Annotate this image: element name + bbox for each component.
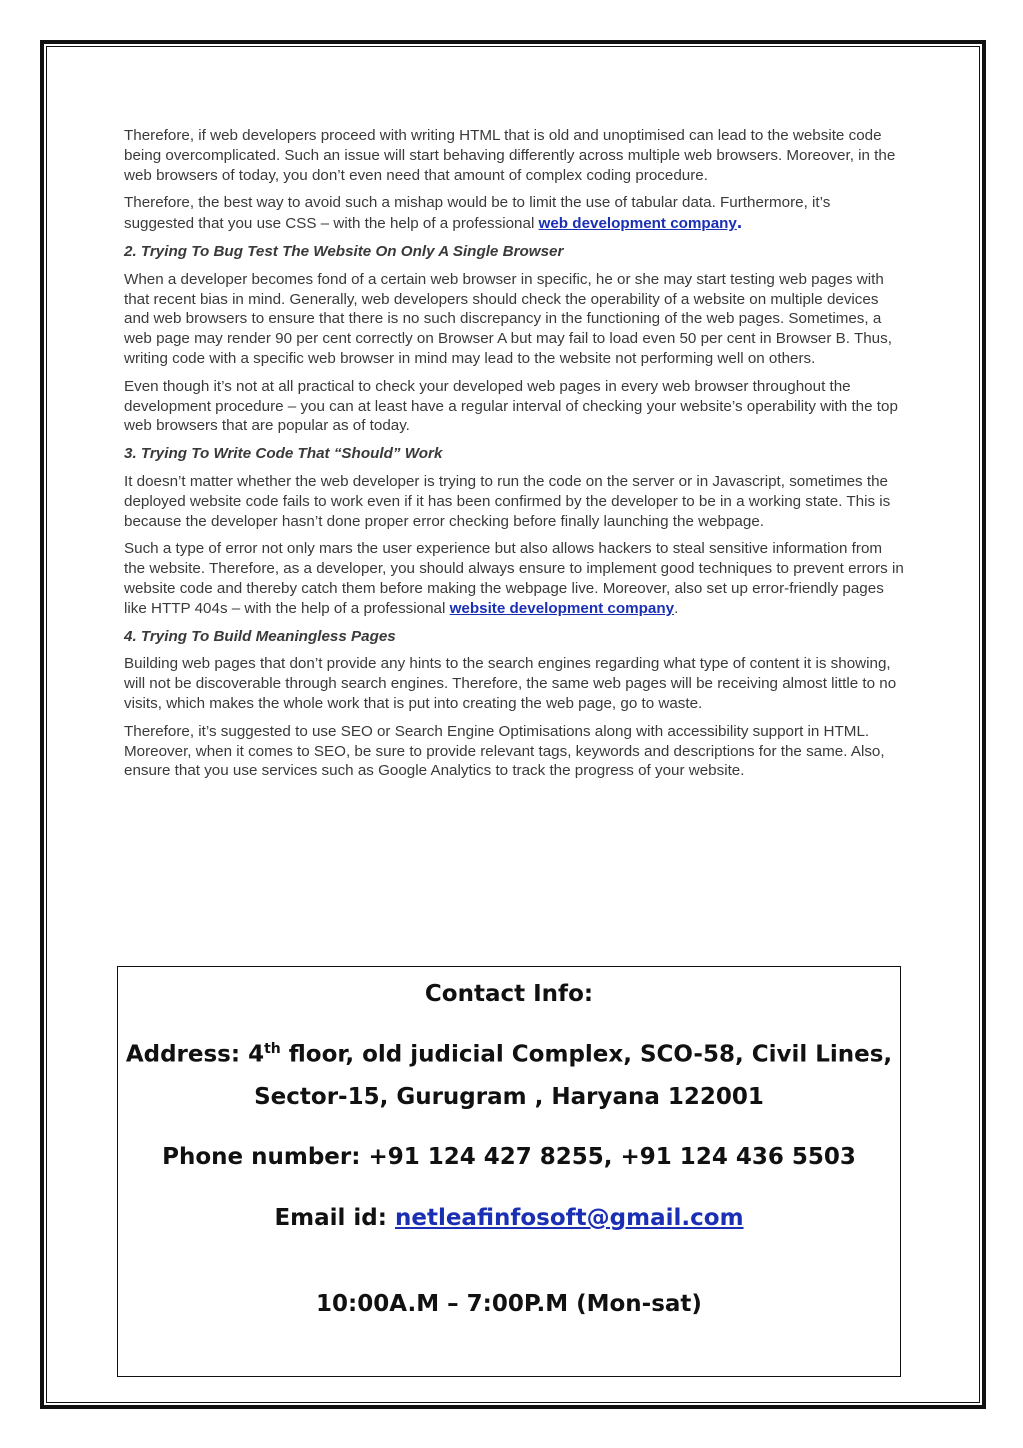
contact-address-line2: Sector-15, Gurugram , Haryana 122001	[254, 1084, 764, 1110]
paragraph: It doesn’t matter whether the web developer is trying to run the code on the server or in Javascript, sometimes the deployed website code fails to work even if it has been confirmed by the developer to be in a working state. This is because the developer hasn’t done proper error checking before finally launching the webpage.	[124, 472, 891, 530]
paragraph-end: .	[674, 599, 679, 617]
contact-info-box	[117, 966, 901, 1377]
contact-hours: 10:00A.M – 7:00P.M (Mon-sat)	[316, 1291, 702, 1317]
section-heading: 3. Trying To Write Code That “Should” Work	[124, 445, 443, 463]
paragraph-text: Such a type of error not only mars the user experience but also allows hackers to steal sensitive information from the website. Therefore, as a developer, you should always ensure to implement good techniques to prevent errors in website code and thereby catch them before making the webpage live. Moreover, also set up error-friendly pages like HTTP 404s – with the help of a professional	[124, 540, 904, 617]
paragraph: Building web pages that don’t provide any hints to the search engines regarding what type of content it is showing, will not be discoverable through search engines. Therefore, the same web pages will be receiving almost little to no visits, which makes the whole work that is put into creating the web page, go to waste.	[124, 655, 897, 712]
paragraph: Even though it’s not at all practical to check your developed web pages in every web browser throughout the development procedure – you can at least have a regular interval of checking your website’s operability with the top web browsers that are popular as of today.	[124, 377, 898, 435]
section-heading: 2. Trying To Bug Test The Website On Only A Single Browser	[124, 242, 564, 260]
address-text: Address: 4	[125, 1041, 265, 1068]
paragraph: Therefore, if web developers proceed with writing HTML that is old and unoptimised can lead to the website code being overcomplicated. Such an issue will start behaving differently across multiple web browsers. Moreover, in the web browsers of today, you don’t even need that amount of complex coding procedure.	[124, 127, 896, 184]
website-development-company-link[interactable]: website development company	[449, 599, 675, 617]
article-body	[124, 126, 904, 789]
address-superscript: th	[264, 1041, 281, 1057]
section-heading: 4. Trying To Build Meaningless Pages	[124, 627, 396, 645]
paragraph-end: .	[736, 212, 743, 234]
paragraph	[124, 193, 904, 234]
email-link[interactable]: netleafinfosoft@gmail.com	[394, 1205, 744, 1231]
paragraph: When a developer becomes fond of a certain web browser in specific, he or she may start testing web pages with that recent bias in mind. Generally, web developers should check the operability of a website on multiple devices and web browsers to ensure that there is no such discrepancy in the functioning of the web pages. Sometimes, a web page may render 90 per cent correctly on Browser A but may fail to load even 50 per cent in Browser B. Thus, writing code with a specific web browser in mind may lead to the website not performing well on others.	[124, 270, 892, 367]
web-development-company-link[interactable]: web development company	[538, 215, 737, 233]
paragraph	[124, 539, 904, 618]
paragraph-text: Therefore, the best way to avoid such a mishap would be to limit the use of tabular data. Furthermore, it’s suggested that you use CSS – with the help of a professional	[124, 194, 831, 233]
address-text: floor, old judicial Complex, SCO-58, Civil Lines,	[280, 1041, 893, 1068]
contact-phone: Phone number: +91 124 427 8255, +91 124 436 5503	[162, 1144, 856, 1170]
email-label: Email id:	[274, 1205, 395, 1231]
contact-address	[118, 1041, 900, 1068]
contact-email	[118, 1205, 900, 1231]
paragraph: Therefore, it’s suggested to use SEO or Search Engine Optimisations along with accessibility support in HTML. Moreover, when it comes to SEO, be sure to provide relevant tags, keywords and descriptions for the same. Also, ensure that you use services such as Google Analytics to track the progress of your website.	[124, 722, 885, 780]
contact-title: Contact Info:	[424, 981, 594, 1007]
